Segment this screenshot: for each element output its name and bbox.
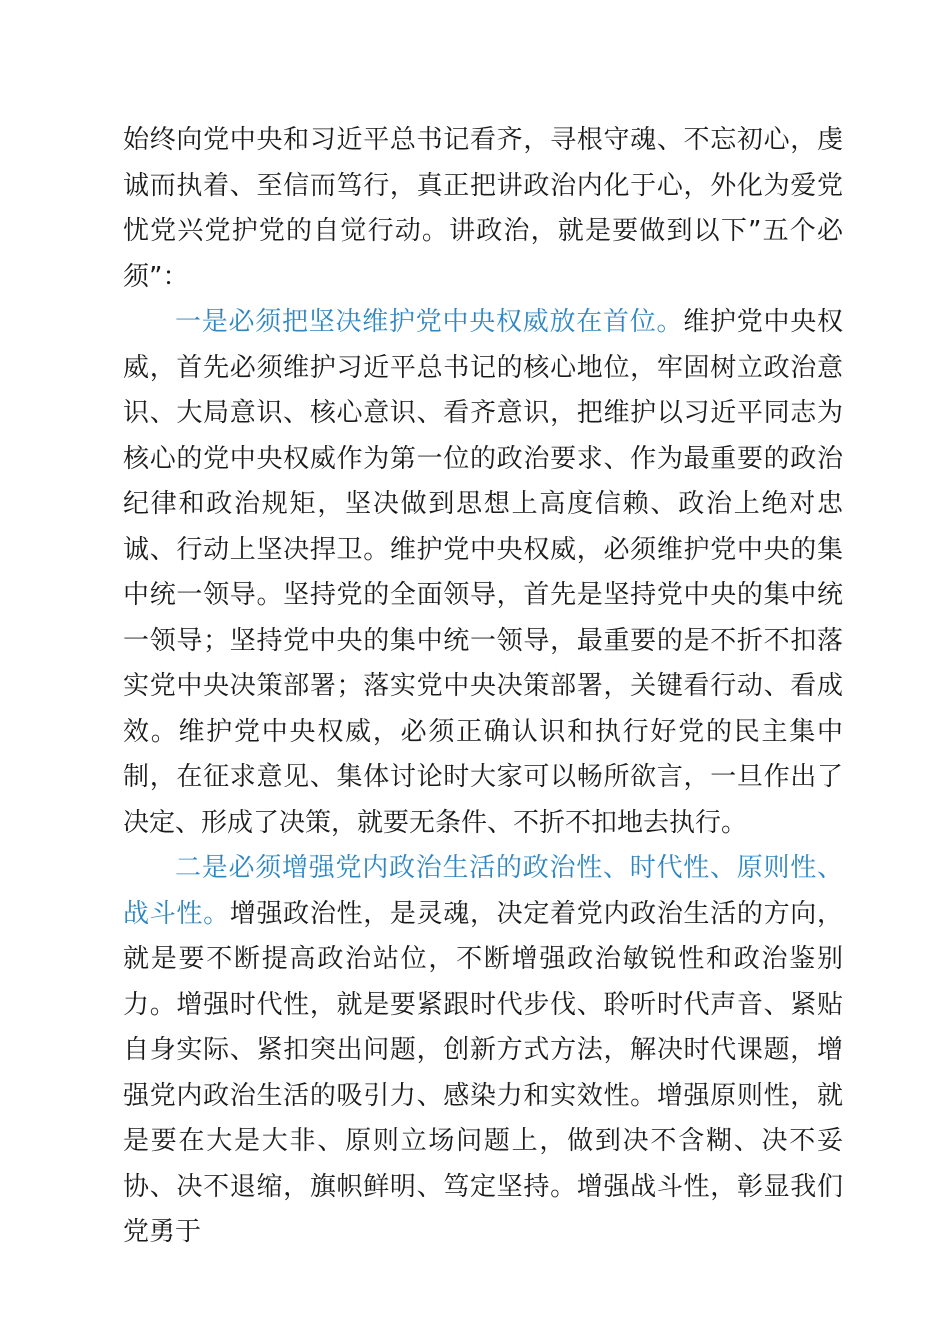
paragraph-second-must xyxy=(123,846,843,1256)
paragraph-3-text: 增强政治性，是灵魂，决定着党内政治生活的方向，就是要不断提高政治站位，不断增强政治敏锐性和政治鉴别力。增强时代性，就是要紧跟时代步伐、聆听时代声音、紧贴自身实际、紧扣突出问题，创新方式方法，解决时代课题，增强党内政治生活的吸引力、感染力和实效性。增强原则性，就是要在大是大非、原则立场问题上，做到决不含糊、决不妥协、决不退缩，旗帜鲜明、笃定坚持。增强战斗性，彰显我们党勇于 xyxy=(123,898,843,1247)
paragraph-3-heading: 二是必须增强党内政治生活的政治性、时代性、原则性、战斗性。 xyxy=(123,853,843,929)
paragraph-2-heading: 一是必须把坚决维护党中央权威放在首位。 xyxy=(175,307,684,337)
paragraph-continuation xyxy=(123,118,843,300)
paragraph-1-text: 始终向党中央和习近平总书记看齐，寻根守魂、不忘初心，虔诚而执着、至信而笃行，真正把讲政治内化于心，外化为爱党忧党兴党护党的自觉行动。讲政治，就是要做到以下”五个必须”： xyxy=(123,125,843,292)
document-body xyxy=(123,118,843,1256)
paragraph-first-must xyxy=(123,300,843,846)
paragraph-2-text: 维护党中央权威，首先必须维护习近平总书记的核心地位，牢固树立政治意识、大局意识、核心意识、看齐意识，把维护以习近平同志为核心的党中央权威作为第一位的政治要求、作为最重要的政治纪律和政治规矩，坚决做到思想上高度信赖、政治上绝对忠诚、行动上坚决捍卫。维护党中央权威，必须维护党中央的集中统一领导。坚持党的全面领导，首先是坚持党中央的集中统一领导；坚持党中央的集中统一领导，最重要的是不折不扣落实党中央决策部署；落实党中央决策部署，关键看行动、看成效。维护党中央权威，必须正确认识和执行好党的民主集中制，在征求意见、集体讨论时大家可以畅所欲言，一旦作出了决定、形成了决策，就要无条件、不折不扣地去执行。 xyxy=(123,307,843,838)
